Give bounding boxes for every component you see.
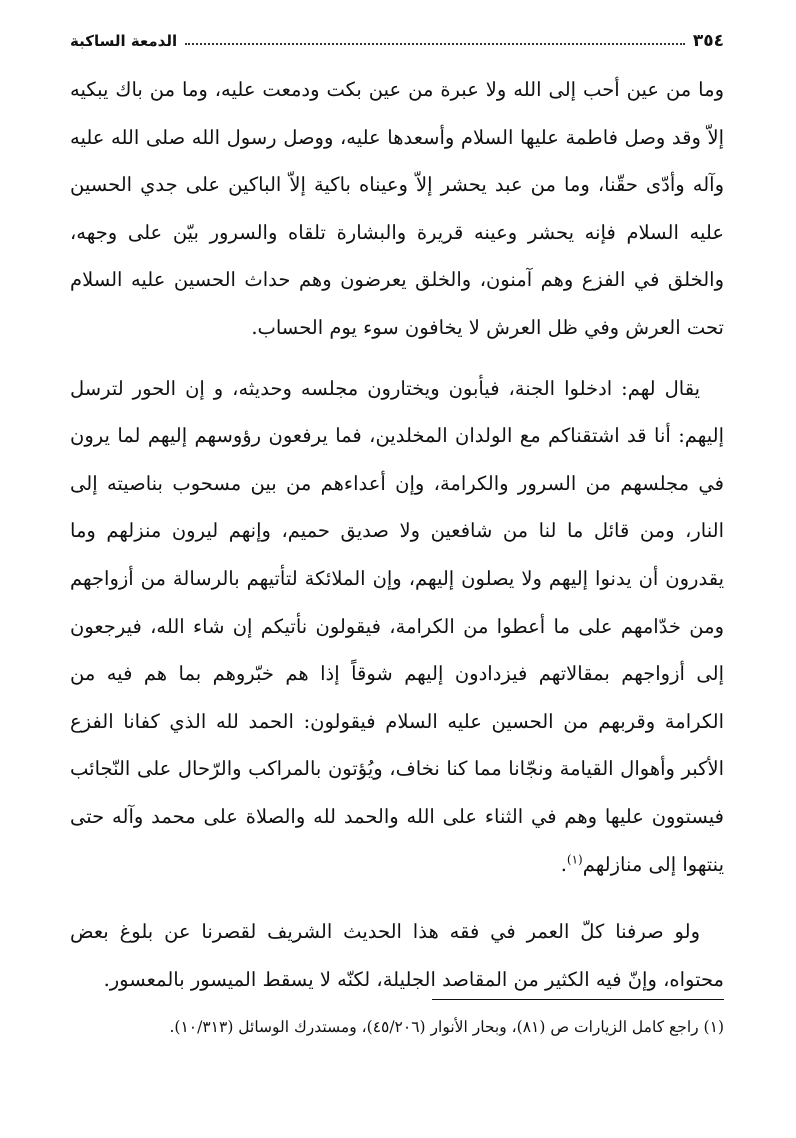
paragraph-2 <box>70 365 724 889</box>
header-dotted-leader <box>185 43 685 45</box>
footnote-separator <box>432 999 724 1000</box>
footnote: (١) راجع كامل الزيارات ص (٨١)، وبحار الأنوار (٤٥/٢٠٦)، ومستدرك الوسائل (١٠/٣١٣). <box>169 1018 724 1036</box>
body-text <box>70 66 724 1003</box>
running-header <box>70 30 724 52</box>
paragraph-1: وما من عين أحب إلى الله ولا عبرة من عين بكت ودمعت عليه، وما من باك يبكيه إلاّ وقد وصل فاطمة عليها السلام وأسعدها عليه، ووصل رسول الله صلى الله عليه وآله وأدّى حقّنا، وما من عبد يحشر إلاّ وعيناه باكية إلاّ الباكين على جدي الحسين عليه السلام فإنه يحشر وعينه قريرة والبشارة تلقاه والسرور بيّن على وجهه، والخلق في الفزع وهم آمنون، والخلق يعرضون وهم حداث الحسين عليه السلام تحت العرش وفي ظل العرش لا يخافون سوء يوم الحساب. <box>70 78 724 339</box>
paragraph-3: ولو صرفنا كلّ العمر في فقه هذا الحديث الشريف لقصرنا عن بلوغ بعض محتواه، وإنّ فيه الكثير من المقاصد الجليلة، لكنّه لا يسقط الميسور بالمعسور. <box>70 920 724 991</box>
page-number: ٣٥٤ <box>692 31 724 51</box>
book-title: الدمعة الساكبة <box>70 32 178 50</box>
paragraph-2-end: . <box>560 852 567 876</box>
footnote-reference: (١) <box>566 852 583 866</box>
paragraph-2-text: يقال لهم: ادخلوا الجنة، فيأبون ويختارون مجلسه وحديثه، و إن الحور لترسل إليهم: أنا قد اشتقناكم مع الولدان المخلدين، فما يرفعون رؤوسهم إليهم لما يرون في مجلسهم من السرور والكرامة، وإن أعداءهم من بين مسحوب بناصيته إلى النار، ومن قائل ما لنا من شافعين ولا صديق حميم، وإنهم ليرون منزلهم وما يقدرون أن يدنوا إليهم ولا يصلون إليهم، وإن الملائكة لتأتيهم بالرسالة من أزواجهم ومن خدّامهم على ما أعطوا من الكرامة، فيقولون نأتيكم إن شاء الله، فيرجعون إلى أزواجهم بمقالاتهم فيزدادون إليهم شوقاً إذا هم خبّروهم بما هم فيه من الكرامة وقربهم من الحسين عليه السلام فيقولون: الحمد لله الذي كفانا الفزع الأكبر وأهوال القيامة ونجّانا مما كنا نخاف، ويُؤتون بالمراكب والرّحال على النّجائب فيستوون عليها وهم في الثناء على الله والحمد لله والصلاة على محمد وآله حتى ينتهوا إلى منازلهم <box>70 376 724 876</box>
